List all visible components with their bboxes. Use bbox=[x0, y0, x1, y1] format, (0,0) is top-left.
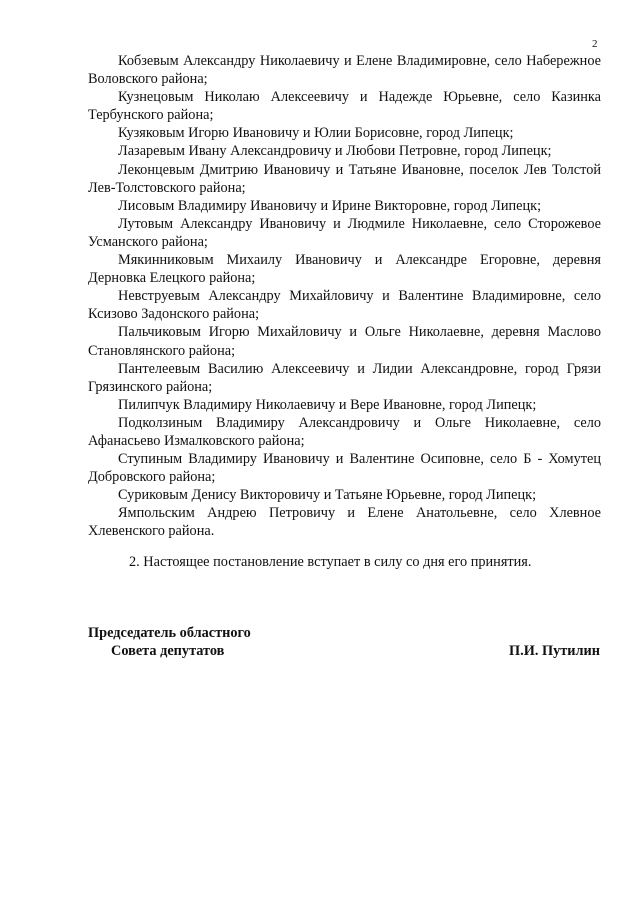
list-item: Суриковым Денису Викторовичу и Татьяне Юрьевне, город Липецк; bbox=[118, 487, 537, 504]
list-item: Подколзиным Владимиру Александровичу и Ольге Николаевне, село Афанасьево Измалковского района; bbox=[88, 414, 601, 449]
list-item: Пантелеевым Василию Алексеевичу и Лидии Александровне, город Грязи Грязинского района; bbox=[88, 360, 601, 395]
list-item: Ямпольским Андрею Петровичу и Елене Анатольевне, село Хлевное Хлевенского района. bbox=[88, 505, 601, 540]
list-item: Мякинниковым Михаилу Ивановичу и Александре Егоровне, деревня Дерновка Елецкого района; bbox=[88, 252, 601, 287]
clause-2: 2. Настоящее постановление вступает в силу со дня его принятия. bbox=[129, 554, 532, 570]
list-item: Лазаревым Ивану Александровичу и Любови Петровне, город Липецк; bbox=[118, 143, 552, 160]
list-item: Кузяковым Игорю Ивановичу и Юлии Борисовне, город Липецк; bbox=[118, 125, 514, 142]
signatory-title-line2: Совета депутатов bbox=[111, 643, 225, 659]
signatory-name: П.И. Путилин bbox=[509, 643, 600, 659]
list-item: Кузнецовым Николаю Алексеевичу и Надежде Юрьевне, село Казинка Тербунского района; bbox=[88, 89, 601, 124]
list-item: Пальчиковым Игорю Михайловичу и Ольге Николаевне, деревня Маслово Становлянского района; bbox=[88, 324, 601, 359]
recipients-list bbox=[88, 52, 601, 541]
list-item: Невструевым Александру Михайловичу и Валентине Владимировне, село Ксизово Задонского района; bbox=[88, 288, 601, 323]
list-item: Ступиным Владимиру Ивановичу и Валентине Осиповне, село Б - Хомутец Добровского района; bbox=[88, 451, 601, 486]
list-item: Леконцевым Дмитрию Ивановичу и Татьяне Ивановне, поселок Лев Толстой Лев-Толстовского района; bbox=[88, 161, 601, 196]
list-item: Лисовым Владимиру Ивановичу и Ирине Викторовне, город Липецк; bbox=[118, 197, 542, 214]
list-item: Лутовым Александру Ивановичу и Людмиле Николаевне, село Сторожевое Усманского района; bbox=[88, 215, 601, 250]
page-number: 2 bbox=[592, 38, 598, 50]
list-item: Кобзевым Александру Николаевичу и Елене Владимировне, село Набережное Воловского района; bbox=[88, 53, 601, 88]
signatory-title-line1: Председатель областного bbox=[88, 625, 251, 641]
list-item: Пилипчук Владимиру Николаевичу и Вере Ивановне, город Липецк; bbox=[118, 396, 537, 413]
